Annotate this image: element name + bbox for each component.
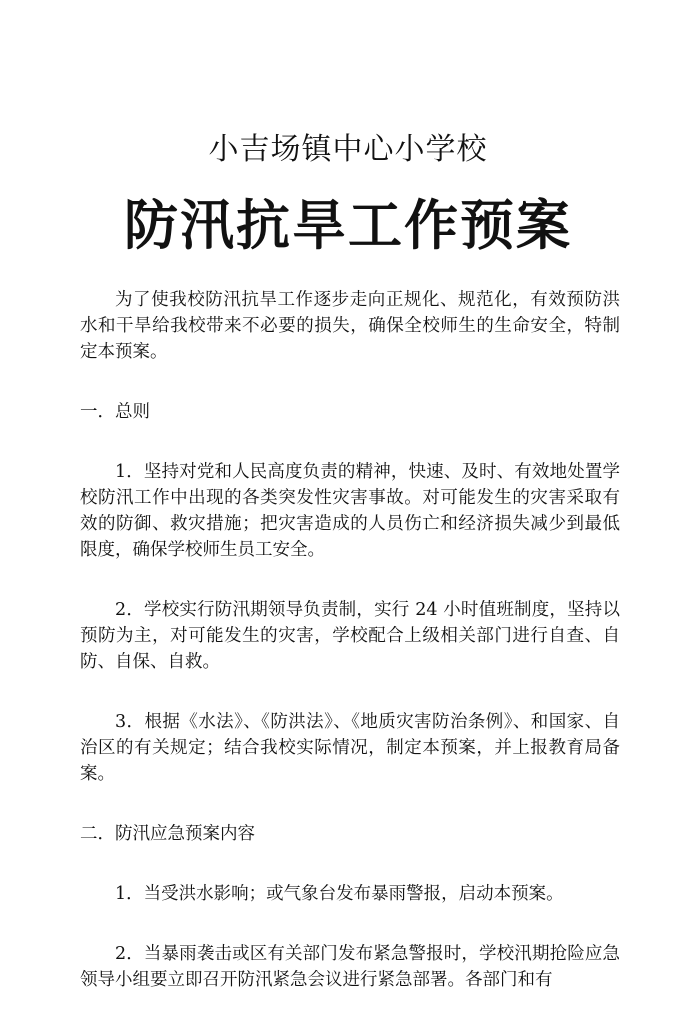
plan-item-2: 2．当暴雨袭击或区有关部门发布紧急警报时，学校汛期抢险应急领导小组要立即召开防汛紧急会议进行紧急部署。各部门和有: [80, 944, 620, 990]
general-item-2: 2．学校实行防汛期领导负责制，实行 24 小时值班制度，坚持以预防为主，对可能发生的灾害，学校配合上级相关部门进行自查、自防、自保、自救。: [80, 600, 620, 672]
section-heading-general: 一．总则: [80, 402, 150, 422]
school-name: 小吉场镇中心小学校: [208, 132, 488, 167]
plan-item-1: 1．当受洪水影响；或气象台发布暴雨警报，启动本预案。: [115, 884, 564, 904]
document-title: 防汛抗旱工作预案: [124, 193, 572, 257]
general-item-3: 3．根据《水法》、《防洪法》、《地质灾害防治条例》、和国家、自治区的有关规定；结合我校实际情况，制定本预案，并上报教育局备案。: [80, 712, 620, 784]
document-body: [80, 287, 620, 1027]
general-item-1: 1．坚持对党和人民高度负责的精神，快速、及时、有效地处置学校防汛工作中出现的各类突发性灾害事故。对可能发生的灾害采取有效的防御、救灾措施；把灾害造成的人员伤亡和经济损失减少到最低限度，确保学校师生员工安全。: [80, 462, 620, 560]
section-heading-plan-content: 二．防汛应急预案内容: [80, 824, 255, 844]
intro-paragraph: 为了使我校防汛抗旱工作逐步走向正规化、规范化，有效预防洪水和干旱给我校带来不必要的损失，确保全校师生的生命安全，特制定本预案。: [80, 290, 620, 362]
